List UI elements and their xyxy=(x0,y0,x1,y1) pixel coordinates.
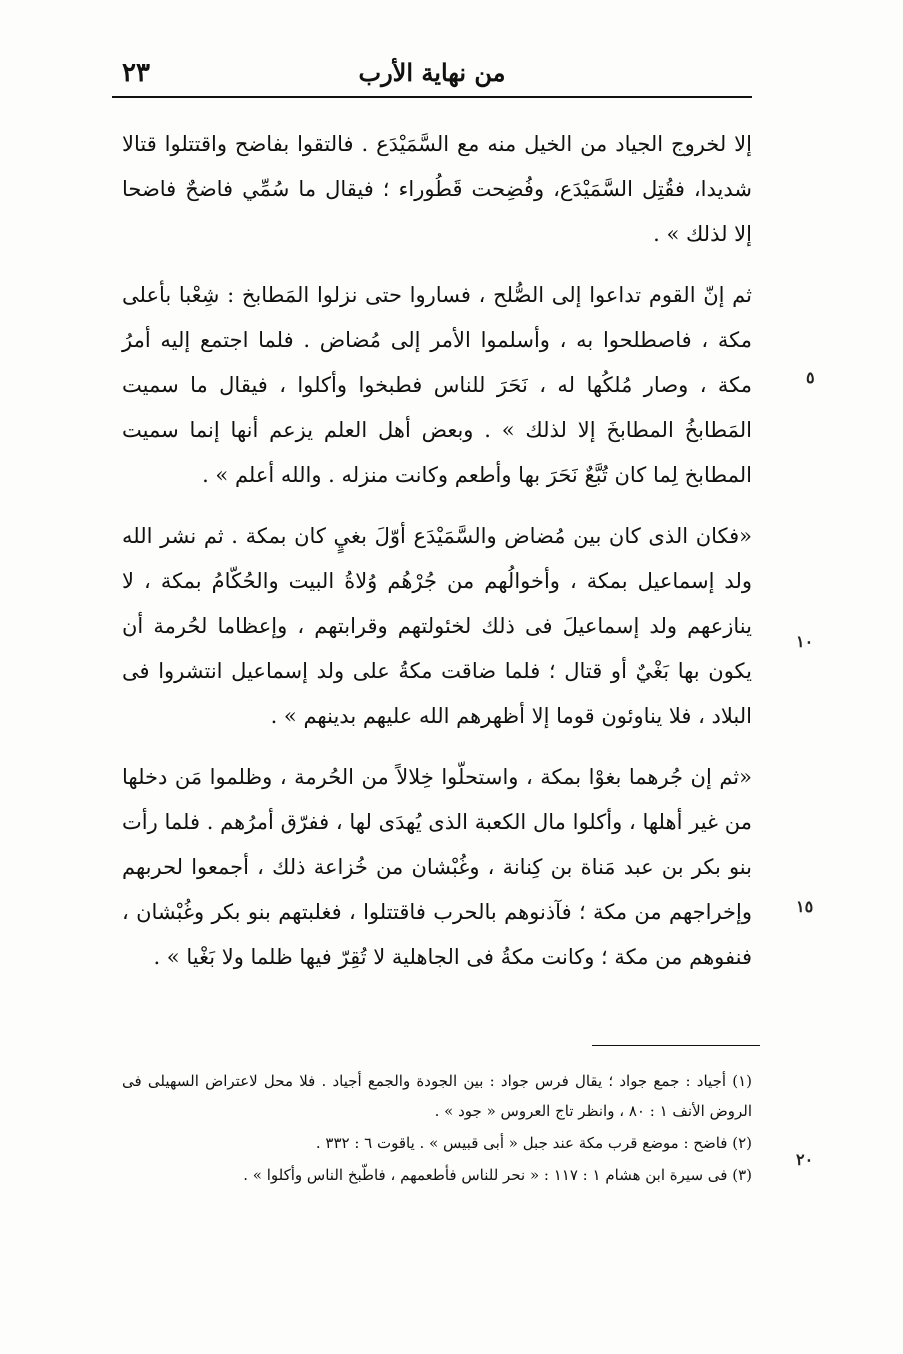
footnote-2: (٢) فاضح : موضع قرب مكة عند جبل « أبى قبيس » . ياقوت ٦ : ٣٣٢ . xyxy=(315,1134,752,1152)
paragraph-3: «فكان الذى كان بين مُضاض والسَّمَيْدَع أوّلَ بغيٍ كان بمكة . ثم نشر الله ولد إسماعيل بمكة ، وأخوالُهم من جُرْهُم وُلاةُ البيت والحُكّامُ بمكة ، لا ينازعهم ولد إسماعيلَ فى ذلك لخئولتهم وقرابتهم ، وإعظاما لحُرمة أن يكون بها بَغْيٌ أو قتال ؛ فلما ضاقت مكةُ على ولد إسماعيل انتشروا فى البلاد ، فلا يناوئون قوما إلا أظهرهم الله عليهم بدينهم » . xyxy=(122,524,752,728)
paragraph-2: ثم إنّ القوم تداعوا إلى الصُّلح ، فساروا حتى نزلوا المَطابخ : شِعْبا بأعلى مكة ، فاصطلحوا به ، وأسلموا الأمر إلى مُضاض . فلما اجتمع إليه أمرُ مكة ، وصار مُلكُها له ، نَحَرَ للناس فطبخوا وأكلوا ، فيقال ما سميت المَطابخُ المطابخَ إلا لذلك » . وبعض أهل العلم يزعم أنها إنما سميت المطابخ لِما كان تُبَّعٌ نَحَرَ بها وأطعم وكانت منزله . والله أعلم » . xyxy=(122,283,752,487)
page-header xyxy=(112,48,752,98)
main-text xyxy=(122,122,752,996)
paragraph-4: «ثم إن جُرهما بغوْا بمكة ، واستحلّوا خِلالاً من الحُرمة ، وظلموا مَن دخلها من غير أهلها ، وأكلوا مال الكعبة الذى يُهدَى لها ، ففرّق أمرُهم . فلما رأت بنو بكر بن عبد مَناة بن كِنانة ، وغُبْشان من خُزاعة ذلك ، أجمعوا لحربهم وإخراجهم من مكة ؛ فآذنوهم بالحرب فاقتتلوا ، فغلبتهم بنو بكر وغُبْشان ، فنفوهم من مكة ؛ وكانت مكةُ فى الجاهلية لا تُقِرّ فيها ظلما ولا بَغْيا » . xyxy=(122,765,752,969)
page-number: ٢٣ xyxy=(122,58,150,88)
running-title: من نهاية الأرب xyxy=(358,58,506,87)
header-rule xyxy=(112,96,752,98)
footnote-separator xyxy=(592,1045,760,1046)
line-number-10: ١٠ xyxy=(796,632,814,651)
line-number-20: ٢٠ xyxy=(796,1150,814,1169)
line-number-15: ١٥ xyxy=(796,897,814,916)
line-number-5: ٥ xyxy=(806,368,815,387)
footnote-1: (١) أجياد : جمع جواد ؛ يقال فرس جواد : بين الجودة والجمع أجياد . فلا محل لاعتراض السهيلى فى الروض الأنف ١ : ٨٠ ، وانظر تاج العروس « جود » . xyxy=(122,1072,752,1120)
footnotes xyxy=(122,1066,752,1192)
footnote-3: (٣) فى سيرة ابن هشام ١ : ١١٧ : « نحر للناس فأطعمهم ، فاطّبخ الناس وأكلوا » . xyxy=(243,1166,752,1184)
paragraph-1: إلا لخروج الجياد من الخيل منه مع السَّمَيْدَع . فالتقوا بفاضح واقتتلوا قتالا شديدا، فقُتِل السَّمَيْدَع، وفُضِحت قَطُوراء ؛ فيقال ما سُمِّي فاضحٌ فاضحا إلا لذلك » . xyxy=(122,132,752,246)
